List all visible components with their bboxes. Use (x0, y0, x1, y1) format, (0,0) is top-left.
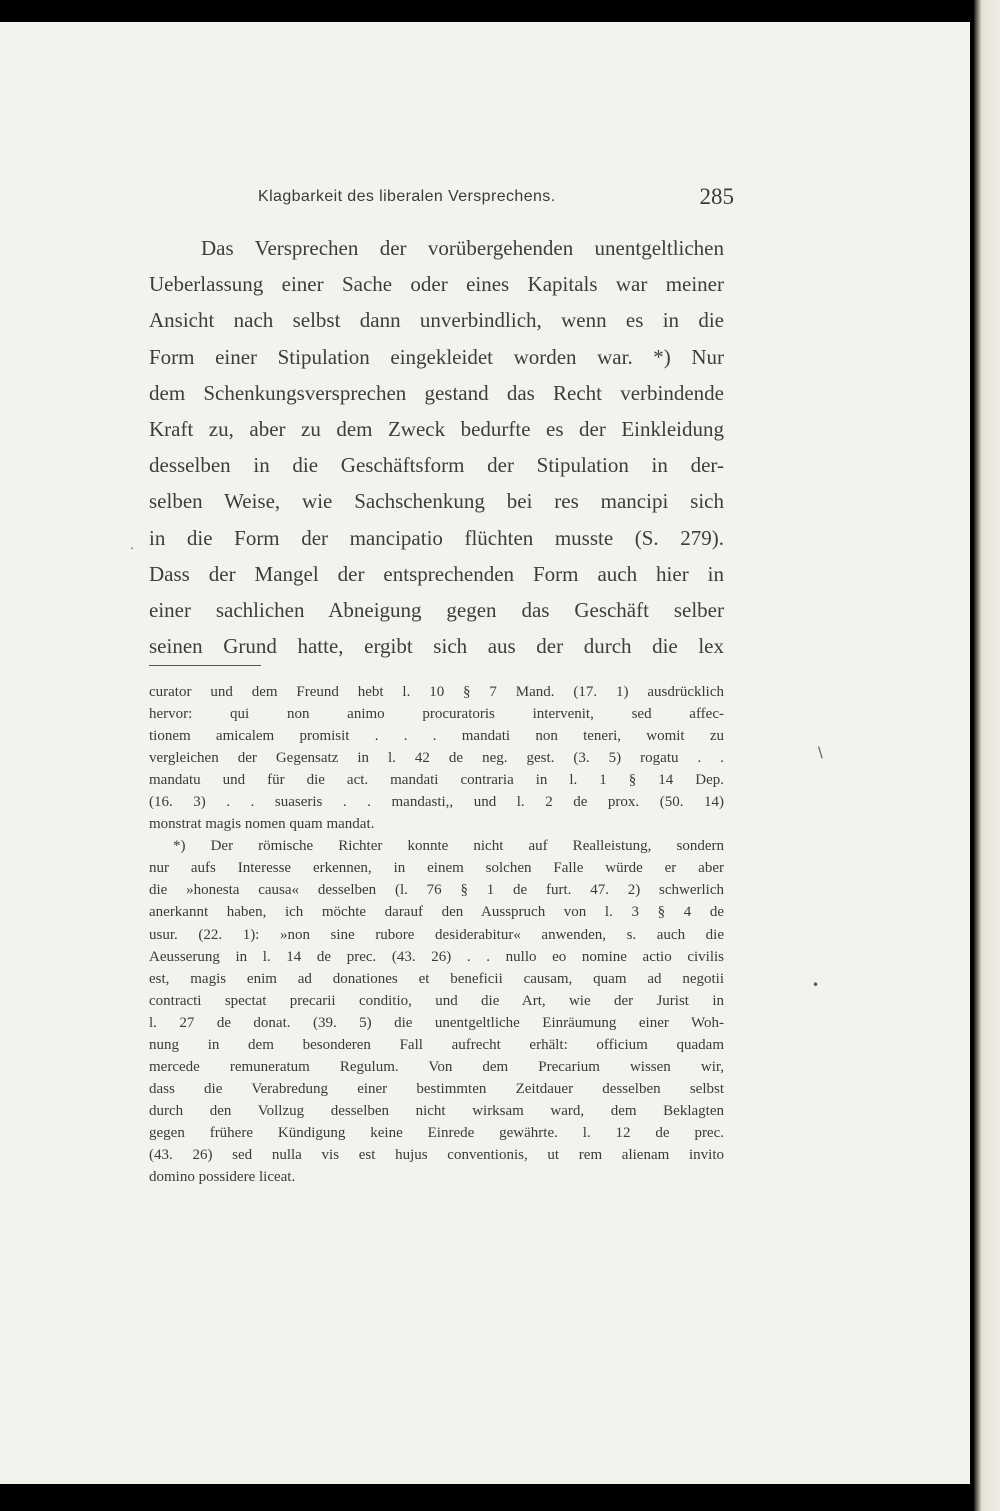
footnote-separator (149, 665, 261, 666)
footnote-line: usur. (22. 1): »non sine rubore desiderabitur« anwenden, s. auch die (149, 926, 724, 943)
footnote-line: mandatu und für die act. mandati contraria in l. 1 § 14 Dep. (149, 772, 724, 789)
footnote-line: mercede remuneratum Regulum. Von dem Precarium wissen wir, (149, 1058, 724, 1075)
footnote-line: nung in dem besonderen Fall aufrecht erhält: officium quadam (149, 1036, 724, 1053)
footnote-line: curator und dem Freund hebt l. 10 § 7 Mand. (17. 1) ausdrücklich (149, 684, 724, 700)
running-title: Klagbarkeit des liberalen Versprechens. (258, 188, 556, 205)
footnote-line: est, magis enim ad donationes et beneficii causam, quam ad negotii (149, 970, 724, 987)
footnote-line: anerkannt haben, ich möchte darauf den Ausspruch von l. 3 § 4 de (149, 904, 724, 921)
body-line: Das Versprechen der vorübergehenden unentgeltlichen (201, 236, 724, 260)
body-line: Kraft zu, aber zu dem Zweck bedurfte es der Einkleidung (149, 416, 724, 441)
body-line: desselben in die Geschäftsform der Stipulation in der- (149, 453, 724, 478)
body-line: seinen Grund hatte, ergibt sich aus der durch die lex (149, 634, 724, 659)
footnotes (149, 681, 724, 1188)
page-number: 285 (699, 184, 734, 209)
footnote-line: tionem amicalem promisit . . . mandati non teneri, womit zu (149, 728, 724, 745)
body-line: dem Schenkungsversprechen gestand das Recht verbindende (149, 380, 724, 405)
footnote-line: dass die Verabredung einer bestimmten Zeitdauer desselben selbst (149, 1080, 724, 1097)
body-line: Dass der Mangel der entsprechenden Form auch hier in (149, 561, 724, 586)
footnote-line: monstrat magis nomen quam mandat. (149, 816, 375, 833)
footnote-line: contracti spectat precarii conditio, und die Art, wie der Jurist in (149, 992, 724, 1009)
body-line: Ueberlassung einer Sache oder eines Kapitals war meiner (149, 272, 724, 297)
stray-dot-left-mark: . (130, 538, 134, 552)
footnote-line: die »honesta causa« desselben (l. 76 § 1 de furt. 47. 2) schwerlich (149, 882, 724, 899)
body-line: Form einer Stipulation eingekleidet worden war. *) Nur (149, 344, 724, 369)
body-line: einer sachlichen Abneigung gegen das Geschäft selber (149, 597, 724, 622)
main-text (149, 230, 724, 664)
footnote-line: nur aufs Interesse erkennen, in einem solchen Falle würde er aber (149, 860, 724, 877)
body-line: selben Weise, wie Sachschenkung bei res mancipi sich (149, 489, 724, 514)
body-line: in die Form der mancipatio flüchten musste (S. 279). (149, 525, 724, 550)
stray-tick-right-mark: \ (818, 745, 823, 761)
page-header (258, 178, 734, 214)
footnote-line: *) Der römische Richter konnte nicht auf Realleistung, sondern (173, 838, 724, 855)
footnote-line: Aeusserung in l. 14 de prec. (43. 26) . . nullo eo nomine actio civilis (149, 948, 724, 965)
stray-dot-right-mark: • (812, 978, 820, 992)
footnote-line: (43. 26) sed nulla vis est hujus conventionis, ut rem alienam invito (149, 1146, 724, 1163)
footnote-line: hervor: qui non animo procuratoris intervenit, sed affec- (149, 706, 724, 723)
scan-edge-strip (974, 0, 1000, 1511)
body-line: Ansicht nach selbst dann unverbindlich, wenn es in die (149, 308, 724, 333)
footnote-line: vergleichen der Gegensatz in l. 42 de neg. gest. (3. 5) rogatu . . (149, 750, 724, 767)
footnote-line: durch den Vollzug desselben nicht wirksam ward, dem Beklagten (149, 1102, 724, 1119)
footnote-line: (16. 3) . . suaseris . . mandasti,, und l. 2 de prox. (50. 14) (149, 794, 724, 811)
footnote-line: gegen frühere Kündigung keine Einrede gewährte. l. 12 de prec. (149, 1124, 724, 1141)
footnote-line: domino possidere liceat. (149, 1169, 296, 1186)
footnote-line: l. 27 de donat. (39. 5) die unentgeltliche Einräumung einer Woh- (149, 1014, 724, 1031)
